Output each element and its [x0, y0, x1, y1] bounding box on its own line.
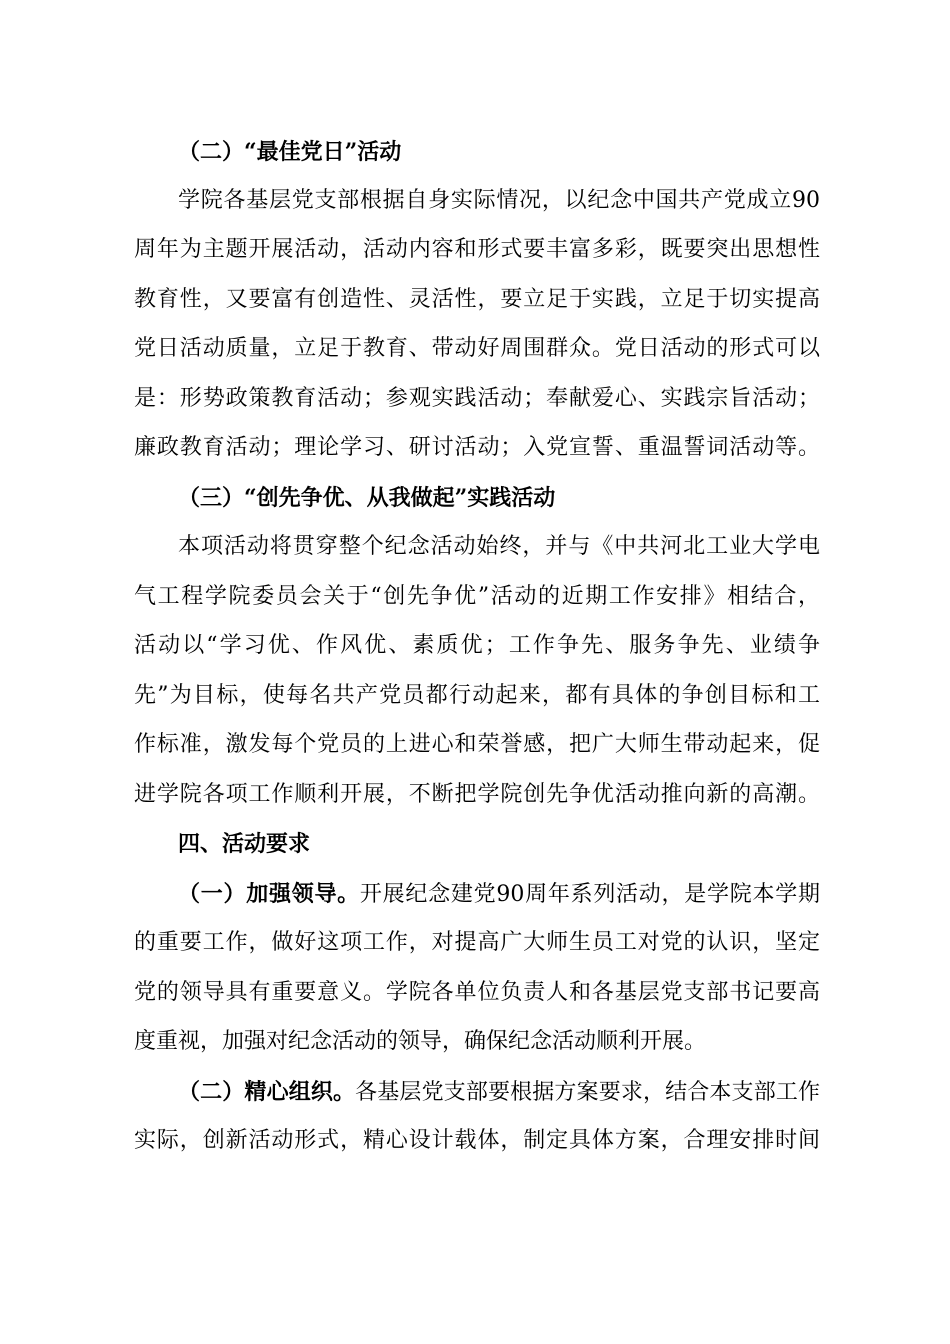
requirement-lead: （一）加强领导。	[178, 881, 360, 907]
paragraph-line: 作标准，激发每个党员的上进心和荣誉感，把广大师生带动起来，促	[134, 732, 820, 757]
section-heading-best-party-day: （二）“最佳党日”活动	[178, 139, 402, 165]
paragraph-line: 气工程学院委员会关于“创先争优”活动的近期工作安排》相结合，	[134, 584, 820, 609]
paragraph-line: 是：形势政策教育活动；参观实践活动；奉献爱心、实践宗旨活动；	[134, 386, 820, 411]
paragraph-line: 进学院各项工作顺利开展，不断把学院创先争优活动推向新的高潮。	[134, 782, 820, 807]
section-heading-requirements: 四、活动要求	[178, 831, 311, 857]
paragraph-line: 廉政教育活动；理论学习、研讨活动；入党宣誓、重温誓词活动等。	[134, 435, 820, 460]
paragraph-line: 本项活动将贯穿整个纪念活动始终，并与《中共河北工业大学电	[178, 534, 820, 559]
paragraph-line	[178, 1078, 820, 1106]
paragraph-line: 教育性，又要富有创造性、灵活性，要立足于实践，立足于切实提高	[134, 287, 820, 312]
requirement-text: 开展纪念建党90周年系列活动，是学院本学期	[359, 882, 820, 907]
paragraph-line: 党的领导具有重要意义。学院各单位负责人和各基层党支部书记要高	[134, 980, 820, 1005]
paragraph-line: 学院各基层党支部根据自身实际情况，以纪念中国共产党成立90	[178, 188, 820, 213]
paragraph-line: 实际，创新活动形式，精心设计载体，制定具体方案，合理安排时间	[134, 1128, 820, 1153]
paragraph-line: 活动以“学习优、作风优、素质优；工作争先、服务争先、业绩争	[134, 633, 820, 658]
requirement-lead: （二）精心组织。	[178, 1079, 356, 1105]
paragraph-line: 先”为目标，使每名共产党员都行动起来，都有具体的争创目标和工	[134, 683, 820, 708]
paragraph-line	[178, 880, 820, 908]
section-heading-excellence-practice: （三）“创先争优、从我做起”实践活动	[178, 485, 556, 511]
paragraph-line: 周年为主题开展活动，活动内容和形式要丰富多彩，既要突出思想性	[134, 237, 820, 262]
paragraph-line: 度重视，加强对纪念活动的领导，确保纪念活动顺利开展。	[134, 1029, 707, 1054]
paragraph-line: 党日活动质量，立足于教育、带动好周围群众。党日活动的形式可以	[134, 336, 820, 361]
requirement-text: 各基层党支部要根据方案要求，结合本支部工作	[355, 1080, 820, 1105]
paragraph-line: 的重要工作，做好这项工作，对提高广大师生员工对党的认识，坚定	[134, 930, 820, 955]
